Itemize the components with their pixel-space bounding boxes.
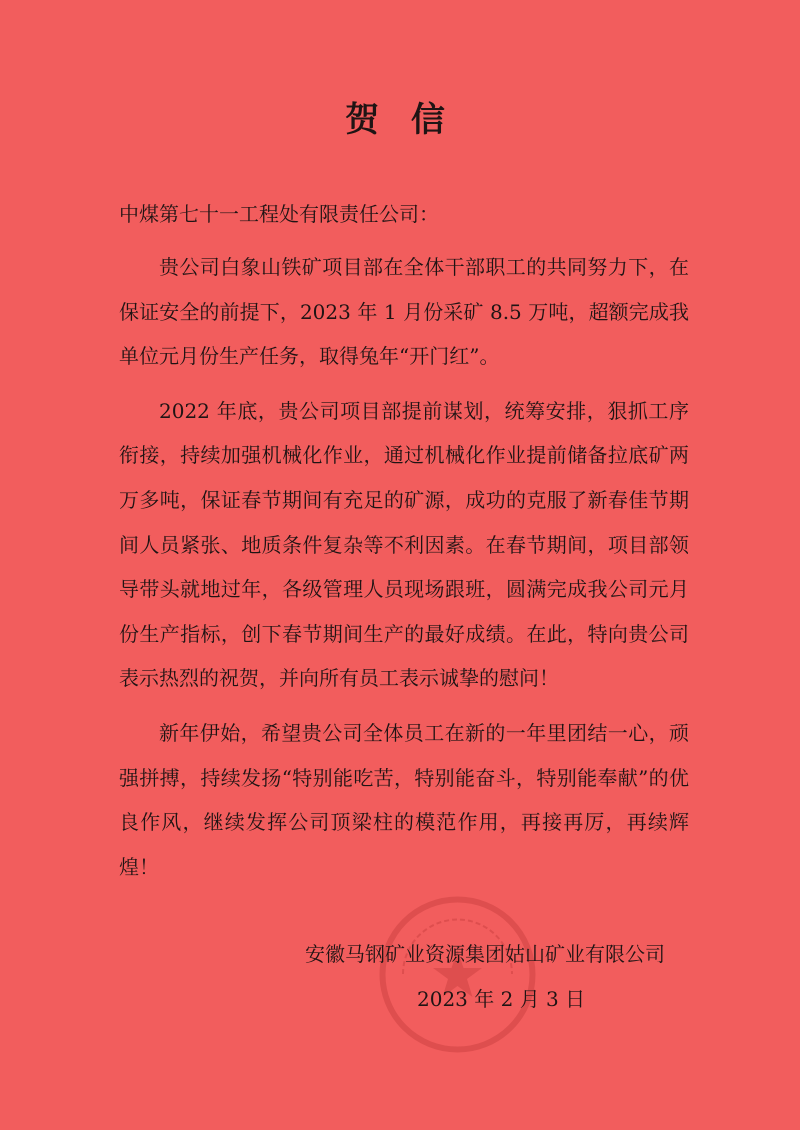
letter-date: 2023 年 2 月 3 日	[417, 987, 586, 1011]
letter-recipient: 中煤第七十一工程处有限责任公司：	[119, 202, 439, 226]
letter-body	[119, 245, 689, 899]
body-paragraph: 新年伊始，希望贵公司全体员工在新的一年里团结一心，顽强拼搏，持续发扬“特别能吃苦，特别能奋斗，特别能奉献”的优良作风，继续发挥公司顶梁柱的模范作用，再接再厉，再续辉煌！	[119, 720, 689, 879]
letter-title: 贺 信	[345, 100, 455, 140]
body-paragraph: 贵公司白象山铁矿项目部在全体干部职工的共同努力下，在保证安全的前提下，2023 年 1 月份采矿 8.5 万吨，超额完成我单位元月份生产任务，取得兔年“开门红”。	[119, 255, 689, 369]
body-paragraph: 2022 年底，贵公司项目部提前谋划，统筹安排，狠抓工序衔接，持续加强机械化作业，通过机械化作业提前储备拉底矿两万多吨，保证春节期间有充足的矿源，成功的克服了新春佳节期间人员紧张、地质条件复杂等不利因素。在春节期间，项目部领导带头就地过年，各级管理人员现场跟班，圆满完成我公司元月份生产指标，创下春节期间生产的最好成绩。在此，特向贵公司表示热烈的祝贺，并向所有员工表示诚挚的慰问！	[119, 398, 689, 691]
company-seal-icon	[375, 892, 540, 1057]
sender-name: 安徽马钢矿业资源集团姑山矿业有限公司	[305, 942, 665, 966]
